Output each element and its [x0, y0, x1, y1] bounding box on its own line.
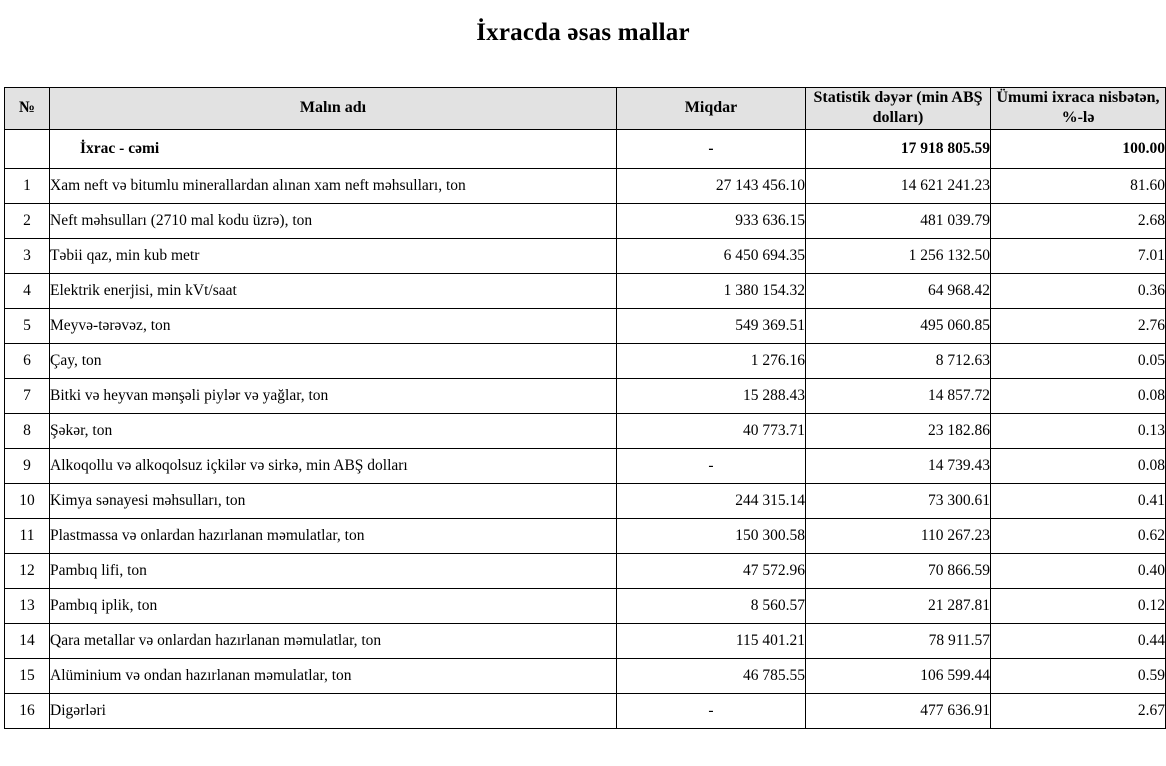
cell-share: 81.60 [991, 168, 1166, 203]
cell-value: 64 968.42 [806, 273, 991, 308]
cell-no [5, 129, 50, 168]
cell-name: Bitki və heyvan mənşəli piylər və yağlar, ton [50, 378, 617, 413]
column-header-share: Ümumi ixraca nisbətən, %-lə [991, 88, 1166, 130]
cell-share: 2.67 [991, 693, 1166, 728]
table-row [5, 483, 1166, 518]
cell-no: 6 [5, 343, 50, 378]
cell-name: Digərləri [50, 693, 617, 728]
table-row [5, 378, 1166, 413]
cell-no: 1 [5, 168, 50, 203]
cell-quantity: 549 369.51 [617, 308, 806, 343]
cell-value: 110 267.23 [806, 518, 991, 553]
table-row [5, 518, 1166, 553]
cell-value: 106 599.44 [806, 658, 991, 693]
cell-name: Alkoqollu və alkoqolsuz içkilər və sirkə, min ABŞ dolları [50, 448, 617, 483]
cell-value: 14 739.43 [806, 448, 991, 483]
cell-quantity: 46 785.55 [617, 658, 806, 693]
cell-share: 0.41 [991, 483, 1166, 518]
cell-no: 8 [5, 413, 50, 448]
cell-quantity: 40 773.71 [617, 413, 806, 448]
cell-quantity: 115 401.21 [617, 623, 806, 658]
table-row [5, 273, 1166, 308]
table-row [5, 448, 1166, 483]
cell-share: 0.62 [991, 518, 1166, 553]
cell-share: 0.36 [991, 273, 1166, 308]
cell-quantity: 150 300.58 [617, 518, 806, 553]
cell-no: 5 [5, 308, 50, 343]
cell-value: 23 182.86 [806, 413, 991, 448]
cell-no: 16 [5, 693, 50, 728]
cell-no: 15 [5, 658, 50, 693]
cell-no: 7 [5, 378, 50, 413]
cell-value: 481 039.79 [806, 203, 991, 238]
cell-value: 477 636.91 [806, 693, 991, 728]
cell-name: Pambıq iplik, ton [50, 588, 617, 623]
cell-name: Çay, ton [50, 343, 617, 378]
table-row [5, 308, 1166, 343]
cell-value: 17 918 805.59 [806, 129, 991, 168]
cell-share: 0.12 [991, 588, 1166, 623]
table-header [5, 88, 1166, 130]
cell-value: 14 621 241.23 [806, 168, 991, 203]
cell-share: 0.13 [991, 413, 1166, 448]
table-row [5, 693, 1166, 728]
table-row [5, 168, 1166, 203]
column-header-value: Statistik dəyər (min ABŞ dolları) [806, 88, 991, 130]
cell-share: 0.05 [991, 343, 1166, 378]
table-body [5, 129, 1166, 728]
cell-value: 1 256 132.50 [806, 238, 991, 273]
cell-value: 21 287.81 [806, 588, 991, 623]
table-row [5, 588, 1166, 623]
cell-value: 14 857.72 [806, 378, 991, 413]
cell-quantity: - [617, 693, 806, 728]
cell-no: 13 [5, 588, 50, 623]
cell-name: Kimya sənayesi məhsulları, ton [50, 483, 617, 518]
cell-no: 9 [5, 448, 50, 483]
cell-name: Meyvə-tərəvəz, ton [50, 308, 617, 343]
table-row [5, 238, 1166, 273]
cell-share: 2.76 [991, 308, 1166, 343]
cell-no: 2 [5, 203, 50, 238]
table-row [5, 658, 1166, 693]
cell-share: 7.01 [991, 238, 1166, 273]
cell-name: İxrac - cəmi [50, 129, 617, 168]
cell-name: Şəkər, ton [50, 413, 617, 448]
table-row [5, 553, 1166, 588]
table-row [5, 413, 1166, 448]
cell-no: 10 [5, 483, 50, 518]
cell-quantity: 15 288.43 [617, 378, 806, 413]
cell-name: Alüminium və ondan hazırlanan məmulatlar, ton [50, 658, 617, 693]
cell-quantity: 8 560.57 [617, 588, 806, 623]
cell-quantity: 933 636.15 [617, 203, 806, 238]
cell-share: 0.08 [991, 448, 1166, 483]
cell-quantity: 47 572.96 [617, 553, 806, 588]
cell-quantity: - [617, 448, 806, 483]
cell-no: 14 [5, 623, 50, 658]
cell-share: 0.40 [991, 553, 1166, 588]
cell-value: 73 300.61 [806, 483, 991, 518]
cell-value: 70 866.59 [806, 553, 991, 588]
column-header-no: № [5, 88, 50, 130]
cell-value: 8 712.63 [806, 343, 991, 378]
cell-no: 11 [5, 518, 50, 553]
cell-share: 100.00 [991, 129, 1166, 168]
cell-name: Xam neft və bitumlu minerallardan alınan xam neft məhsulları, ton [50, 168, 617, 203]
cell-value: 495 060.85 [806, 308, 991, 343]
cell-name: Təbii qaz, min kub metr [50, 238, 617, 273]
cell-quantity: 6 450 694.35 [617, 238, 806, 273]
column-header-quantity: Miqdar [617, 88, 806, 130]
cell-share: 0.08 [991, 378, 1166, 413]
cell-name: Qara metallar və onlardan hazırlanan məmulatlar, ton [50, 623, 617, 658]
cell-no: 4 [5, 273, 50, 308]
export-goods-table [4, 87, 1166, 729]
cell-quantity: - [617, 129, 806, 168]
table-row [5, 203, 1166, 238]
cell-name: Pambıq lifi, ton [50, 553, 617, 588]
cell-name: Elektrik enerjisi, min kVt/saat [50, 273, 617, 308]
cell-no: 3 [5, 238, 50, 273]
cell-name: Plastmassa və onlardan hazırlanan məmulatlar, ton [50, 518, 617, 553]
cell-name: Neft məhsulları (2710 mal kodu üzrə), ton [50, 203, 617, 238]
cell-share: 0.59 [991, 658, 1166, 693]
cell-quantity: 1 276.16 [617, 343, 806, 378]
cell-quantity: 244 315.14 [617, 483, 806, 518]
cell-share: 0.44 [991, 623, 1166, 658]
cell-value: 78 911.57 [806, 623, 991, 658]
cell-quantity: 27 143 456.10 [617, 168, 806, 203]
table-row [5, 343, 1166, 378]
page-title: İxracda əsas mallar [476, 19, 690, 46]
cell-share: 2.68 [991, 203, 1166, 238]
table-header-row [5, 88, 1166, 130]
column-header-name: Malın adı [50, 88, 617, 130]
cell-quantity: 1 380 154.32 [617, 273, 806, 308]
table-row-total [5, 129, 1166, 168]
table-row [5, 623, 1166, 658]
cell-no: 12 [5, 553, 50, 588]
